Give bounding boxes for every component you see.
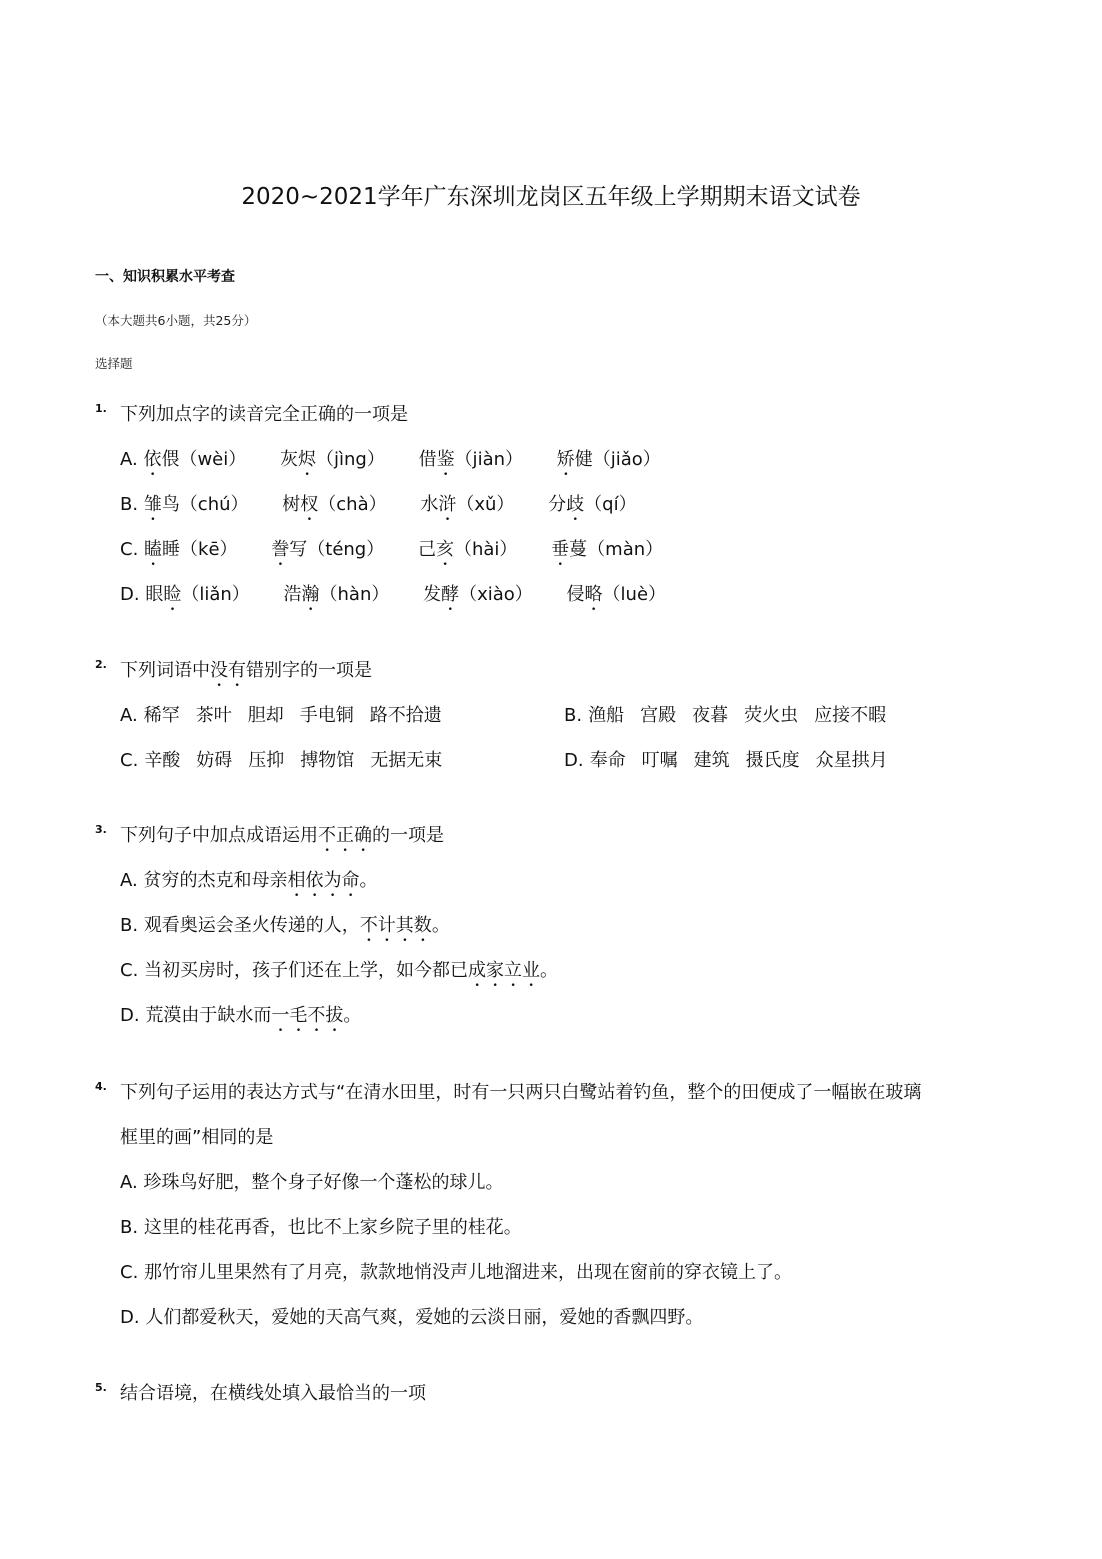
option-a[interactable]: A. 珍珠鸟好肥，整个身子好像一个蓬松的球儿。 [120, 1172, 504, 1193]
option-row [120, 693, 1025, 738]
option-d[interactable]: D. 荒漠由于缺水而一毛不拔。 [120, 1005, 362, 1026]
question-stem [120, 1070, 1025, 1340]
option-item: 浩瀚（hàn） [283, 584, 390, 605]
section-heading: 一、知识积累水平考查 [95, 269, 235, 285]
question-number: 1. [95, 402, 107, 415]
option-c[interactable]: C. 那竹帘儿里果然有了月亮，款款地悄没声儿地溜进来，出现在窗前的穿衣镜上了。 [120, 1262, 793, 1283]
stem-text: 框里的画”相同的是 [120, 1127, 274, 1148]
option-item: 眼睑（liǎn） [145, 584, 250, 605]
question-type-label: 选择题 [95, 356, 133, 371]
option-a[interactable]: A. 稀罕 茶叶 胆却 手电铜 路不拾遗 [120, 705, 442, 726]
option-item: 己亥（hài） [417, 539, 518, 560]
question-stem [120, 648, 1025, 783]
option-letter: D. [120, 584, 140, 605]
option-item: 水浒（xǔ） [420, 494, 515, 515]
option-a[interactable] [120, 437, 1025, 482]
stem-text: 下列句子中加点成语运用不正确的一项是 [120, 825, 444, 846]
option-item: 树杈（chà） [282, 494, 387, 515]
section-note: （本大题共6小题，共25分） [95, 313, 257, 328]
option-letter: B. [120, 494, 139, 515]
option-item: 瞌睡（kē） [144, 539, 238, 560]
question-number: 2. [95, 658, 107, 671]
option-b[interactable]: B. 这里的桂花再香，也比不上家乡院子里的桂花。 [120, 1217, 522, 1238]
stem-text: 结合语境，在横线处填入最恰当的一项 [120, 1383, 426, 1404]
option-c[interactable]: C. 辛酸 妨碍 压抑 搏物馆 无据无束 [120, 750, 443, 771]
option-item: 雏鸟（chú） [143, 494, 249, 515]
question-number: 5. [95, 1381, 107, 1394]
option-item: 借鉴（jiàn） [418, 449, 524, 470]
question-stem [120, 1371, 1025, 1416]
page-title: 2020~2021学年广东深圳龙岗区五年级上学期期末语文试卷 [241, 184, 861, 210]
option-item: 矫健（jiǎo） [556, 449, 661, 470]
option-b[interactable]: B. 观看奥运会圣火传递的人，不计其数。 [120, 915, 450, 936]
option-item: 灰烬（jìng） [279, 449, 385, 470]
option-a[interactable]: A. 贫穷的杰克和母亲相依为命。 [120, 870, 378, 891]
option-item: 发酵（xiào） [423, 584, 533, 605]
stem-text: 下列词语中没有错别字的一项是 [120, 660, 372, 681]
stem-text: 下列句子运用的表达方式与“在清水田里，时有一只两只白鹭站着钓鱼，整个的田便成了一幅嵌在玻璃 [120, 1082, 922, 1103]
option-d[interactable]: D. 人们都爱秋天，爱她的天高气爽，爱她的云淡日丽，爱她的香飘四野。 [120, 1307, 704, 1328]
question-stem [120, 392, 1025, 617]
option-item: 分歧（qí） [548, 494, 637, 515]
option-b[interactable] [120, 482, 1025, 527]
option-item: 依偎（wèi） [143, 449, 247, 470]
question-number: 4. [95, 1080, 107, 1093]
question-stem [120, 813, 1025, 1038]
option-d[interactable] [120, 572, 1025, 617]
option-letter: A. [120, 449, 138, 470]
option-letter: C. [120, 539, 139, 560]
stem-text: 下列加点字的读音完全正确的一项是 [120, 404, 408, 425]
option-item: 侵略（luè） [566, 584, 667, 605]
option-item: 垂蔓（màn） [551, 539, 664, 560]
option-c[interactable]: C. 当初买房时，孩子们还在上学，如今都已成家立业。 [120, 960, 559, 981]
option-b[interactable]: B. 渔船 宫殿 夜暮 荧火虫 应接不暇 [564, 705, 887, 726]
option-d[interactable]: D. 奉命 叮嘱 建筑 摄氏度 众星拱月 [564, 750, 888, 771]
option-c[interactable] [120, 527, 1025, 572]
option-row [120, 738, 1025, 783]
question-number: 3. [95, 823, 107, 836]
option-item: 誊写（téng） [271, 539, 385, 560]
